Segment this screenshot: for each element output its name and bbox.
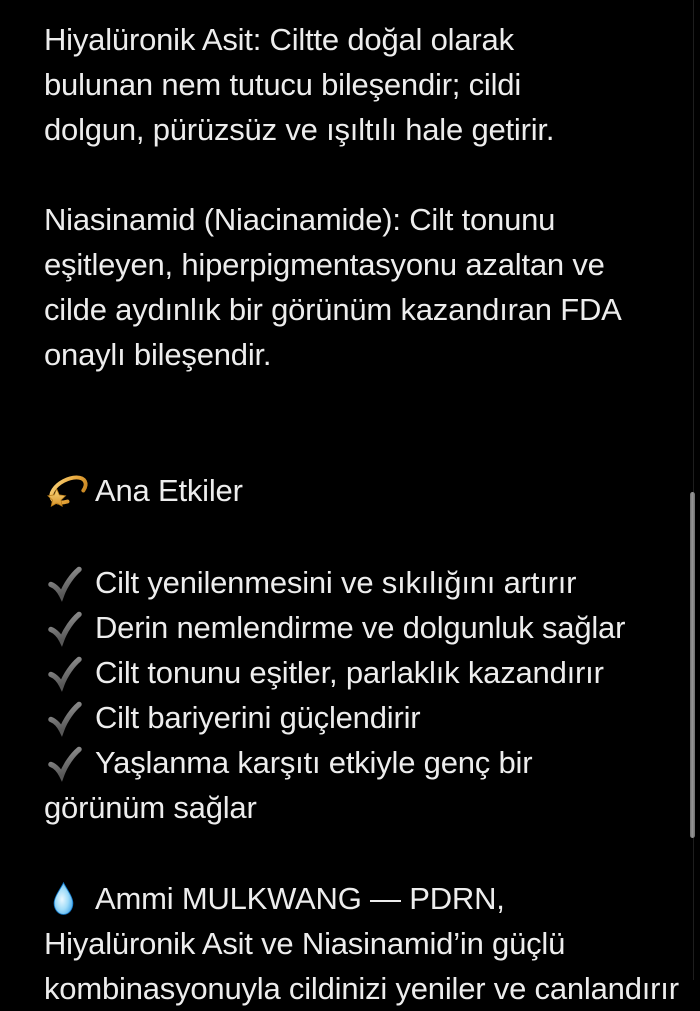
check-icon [44,746,95,779]
text-line: dolgun, pürüzsüz ve ışıltılı hale getirir. [44,112,555,147]
benefit-text: Cilt tonunu eşitler, parlaklık kazandırır [95,654,604,690]
benefit-item [44,695,670,740]
section-heading-label: Ana Etkiler [95,472,243,508]
benefit-text: Derin nemlendirme ve dolgunluk sağlar [95,609,626,645]
scrollbar-thumb[interactable] [690,492,695,838]
text-line: Niasinamid (Niacinamide): Cilt tonunu [44,202,556,237]
benefit-item [44,740,670,785]
benefit-text: Cilt bariyerini güçlendirir [95,699,421,735]
check-icon [44,566,95,599]
check-icon [44,701,95,734]
footer-text-truncated: kombinasyonuyla cildinizi yeniler ve canlandırır [44,971,679,1006]
droplet-icon [44,881,95,917]
footer-text: Hiyalüronik Asit ve Niasinamid’in güçlü [44,926,566,961]
text-line: onaylı bileşendir. [44,337,272,372]
check-icon [44,611,95,644]
benefit-item [44,560,670,605]
footer-text: Ammi MULKWANG — PDRN, [95,880,505,916]
footer-first-line [44,876,670,921]
text-line: Hiyalüronik Asit: Ciltte doğal olarak [44,22,514,57]
paragraph-hyaluronic [44,17,670,152]
text-line: cilde aydınlık bir görünüm kazandıran FDA [44,292,622,327]
text-line: eşitleyen, hiperpigmentasyonu azaltan ve [44,247,605,282]
benefit-text: Yaşlanma karşıtı etkiyle genç bir [95,744,533,780]
benefit-item [44,650,670,695]
dizzy-icon [44,469,95,513]
text-line: bulunan nem tutucu bileşendir; cildi [44,67,522,102]
benefit-text-wrap: görünüm sağlar [44,790,257,825]
benefit-item [44,605,670,650]
benefit-text: Cilt yenilenmesini ve sıkılığını artırır [95,564,577,600]
section-heading [44,468,670,513]
paragraph-niacinamide [44,197,670,377]
check-icon [44,656,95,689]
benefits-list [44,560,670,830]
paragraph-footer [44,876,679,1011]
